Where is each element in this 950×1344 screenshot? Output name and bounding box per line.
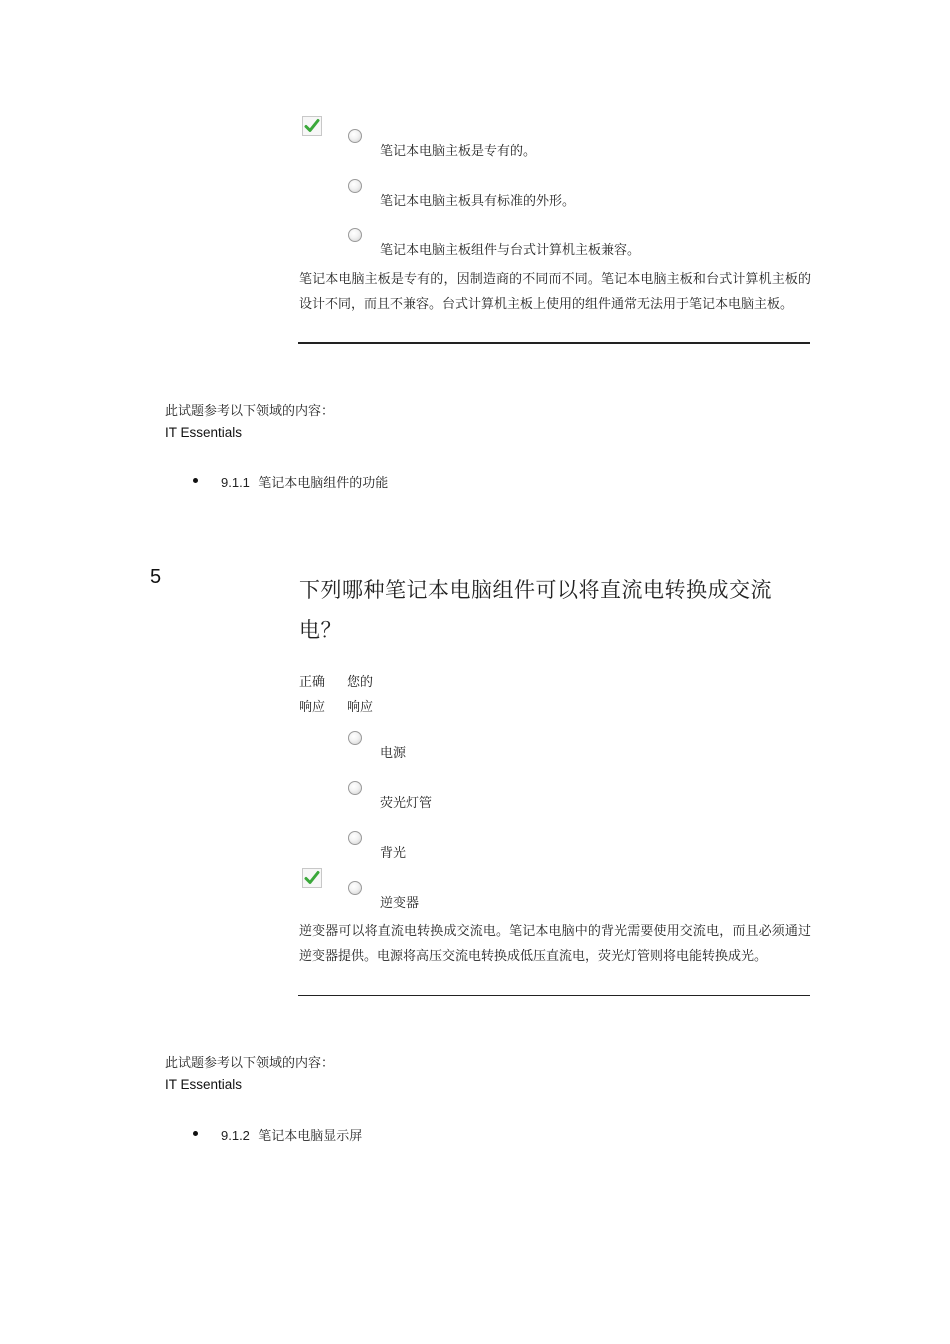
answer-explanation: 笔记本电脑主板是专有的，因制造商的不同而不同。笔记本电脑主板和台式计算机主板的设计不同，而且不兼容。台式计算机主板上使用的组件通常无法用于笔记本电脑主板。 (299, 272, 811, 312)
bullet-icon (193, 478, 198, 483)
option-label: 电源 (380, 746, 407, 761)
topic-title: 笔记本电脑组件的功能 (258, 476, 389, 491)
bullet-icon (193, 1131, 198, 1136)
reference-topic[interactable] (221, 472, 388, 491)
option-label: 逆变器 (380, 896, 420, 911)
your-response-header (347, 670, 373, 720)
topic-number: 9.1.2 (221, 1128, 250, 1143)
option-radio[interactable] (348, 179, 362, 193)
option-radio[interactable] (348, 781, 362, 795)
header-line: 正确 (299, 675, 326, 690)
header-line: 您的 (347, 675, 374, 690)
header-line: 响应 (347, 700, 374, 715)
option-label: 背光 (380, 846, 407, 861)
option-radio[interactable] (348, 731, 362, 745)
divider-rule (298, 995, 810, 996)
question-text: 下列哪种笔记本电脑组件可以将直流电转换成交流电？ (299, 578, 772, 642)
option-label: 荧光灯管 (380, 796, 433, 811)
option-label: 笔记本电脑主板是专有的。 (380, 144, 537, 159)
option-radio[interactable] (348, 831, 362, 845)
option-label: 笔记本电脑主板具有标准的外形。 (380, 194, 576, 209)
option-label: 笔记本电脑主板组件与台式计算机主板兼容。 (380, 243, 641, 258)
reference-intro: 此试题参考以下领域的内容： (165, 1056, 335, 1071)
reference-course: IT Essentials (165, 425, 243, 440)
reference-course: IT Essentials (165, 1077, 243, 1092)
divider-rule (298, 342, 810, 344)
header-line: 响应 (299, 700, 326, 715)
correct-answer-check-icon (302, 868, 322, 888)
topic-title: 笔记本电脑显示屏 (258, 1129, 363, 1144)
reference-intro: 此试题参考以下领域的内容： (165, 404, 335, 419)
option-radio[interactable] (348, 129, 362, 143)
correct-answer-check-icon (302, 116, 322, 136)
correct-response-header (299, 670, 325, 720)
option-radio[interactable] (348, 228, 362, 242)
question-number: 5 (150, 566, 162, 588)
option-radio[interactable] (348, 881, 362, 895)
reference-topic[interactable] (221, 1125, 362, 1144)
answer-explanation: 逆变器可以将直流电转换成交流电。笔记本电脑中的背光需要使用交流电，而且必须通过逆变器提供。电源将高压交流电转换成低压直流电，荧光灯管则将电能转换成光。 (299, 924, 811, 964)
topic-number: 9.1.1 (221, 475, 250, 490)
